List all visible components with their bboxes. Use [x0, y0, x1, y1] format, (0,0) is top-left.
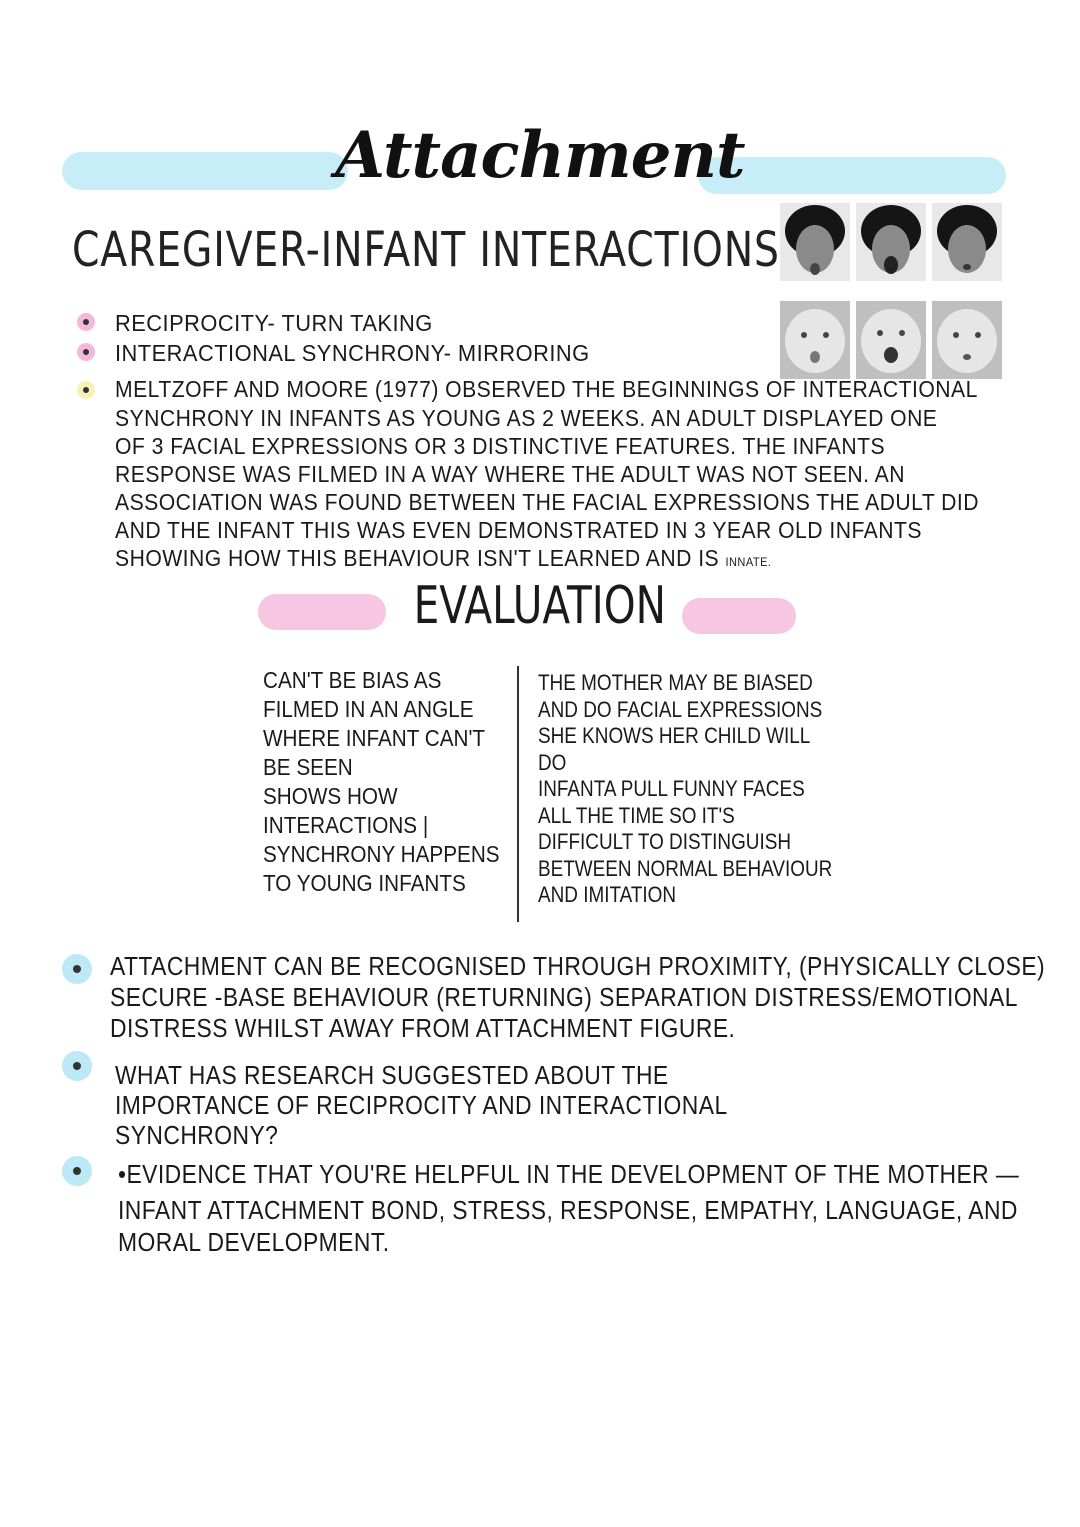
weakness-line: AND IMITATION	[538, 882, 677, 907]
strength-line: CAN'T BE BIAS AS	[263, 667, 442, 693]
weakness-line: SHE KNOWS HER CHILD WILL	[538, 723, 811, 748]
paragraph-line: MELTZOFF AND MOORE (1977) OBSERVED THE BEGINNINGS OF INTERACTIONAL	[115, 376, 978, 402]
bullet-line: •EVIDENCE THAT YOU'RE HELPFUL IN THE DEVELOPMENT OF THE MOTHER —	[118, 1159, 1020, 1189]
bullet-line: MORAL DEVELOPMENT.	[118, 1227, 390, 1257]
bullet-line: DISTRESS WHILST AWAY FROM ATTACHMENT FIGURE.	[110, 1013, 736, 1043]
weakness-line: DO	[538, 749, 567, 775]
strength-line: SHOWS HOW	[263, 783, 398, 809]
strength-line: WHERE INFANT CAN'T	[263, 725, 486, 751]
bullet-dot-yellow	[77, 381, 95, 399]
paragraph-line: SYNCHRONY IN INFANTS AS YOUNG AS 2 WEEKS. AN ADULT DISPLAYED ONE	[115, 405, 938, 431]
paragraph-line: AND THE INFANT THIS WAS EVEN DEMONSTRATED IN 3 YEAR OLD INFANTS	[115, 517, 922, 543]
weakness-line: THE MOTHER MAY BE BIASED	[538, 670, 813, 695]
bullet-reciprocity: RECIPROCITY- TURN TAKING	[115, 310, 433, 336]
adult-face-photo	[932, 203, 1002, 281]
bullet-line: INFANT ATTACHMENT BOND, STRESS, RESPONSE, EMPATHY, LANGUAGE, AND	[118, 1195, 1018, 1225]
bullet-dot-blue	[62, 954, 92, 984]
evaluation-heading	[0, 576, 1080, 636]
evaluation-weaknesses	[538, 670, 832, 909]
infant-face-photo	[780, 301, 850, 379]
paragraph-line: OF 3 FACIAL EXPRESSIONS OR 3 DISTINCTIVE FEATURES. THE INFANTS	[115, 433, 886, 459]
infant-face-photo	[856, 301, 926, 379]
weakness-line: ALL THE TIME SO IT'S	[538, 802, 735, 828]
bullet-line: ATTACHMENT CAN BE RECOGNISED THROUGH PROXIMITY, (PHYSICALLY CLOSE)	[110, 951, 1046, 981]
strength-line: BE SEEN	[263, 754, 353, 780]
bullet-dot-pink	[77, 313, 95, 331]
strength-line: SYNCHRONY HAPPENS	[263, 841, 500, 867]
paragraph-line: ASSOCIATION WAS FOUND BETWEEN THE FACIAL EXPRESSIONS THE ADULT DID	[115, 489, 979, 515]
section-heading: CAREGIVER-INFANT INTERACTIONS	[72, 222, 780, 278]
strength-line: FILMED IN AN ANGLE	[263, 696, 474, 722]
paragraph-line	[115, 545, 771, 572]
paragraph-line: RESPONSE WAS FILMED IN A WAY WHERE THE ADULT WAS NOT SEEN. AN	[115, 461, 905, 487]
infant-face-photo	[932, 301, 1002, 379]
evaluation-divider	[517, 666, 519, 922]
page-title: Attachment	[335, 118, 745, 193]
strength-line: INTERACTIONS |	[263, 812, 429, 838]
weakness-line: BETWEEN NORMAL BEHAVIOUR	[538, 855, 833, 881]
adult-face-photo	[780, 203, 850, 281]
evaluation-heading-text: EVALUATION	[413, 576, 667, 636]
paragraph-text: SHOWING HOW THIS BEHAVIOUR ISN'T LEARNED AND IS	[115, 545, 720, 571]
evaluation-strengths	[263, 666, 500, 898]
bullet-line: IMPORTANCE OF RECIPROCITY AND INTERACTIONAL	[115, 1090, 728, 1120]
bullet-dot-blue	[62, 1051, 92, 1081]
bullet-dot-blue	[62, 1156, 92, 1186]
bullet-line: WHAT HAS RESEARCH SUGGESTED ABOUT THE	[115, 1060, 669, 1090]
strength-line: TO YOUNG INFANTS	[263, 870, 466, 896]
weakness-line: DIFFICULT TO DISTINGUISH	[538, 829, 792, 854]
innate-word: INNATE.	[725, 555, 772, 569]
weakness-line: AND DO FACIAL EXPRESSIONS	[538, 696, 823, 722]
imitation-photo-grid	[780, 203, 1002, 379]
bullet-interactional-synchrony: INTERACTIONAL SYNCHRONY- MIRRORING	[115, 340, 590, 366]
bullet-line: SECURE -BASE BEHAVIOUR (RETURNING) SEPARATION DISTRESS/EMOTIONAL	[110, 982, 1018, 1012]
adult-face-photo	[856, 203, 926, 281]
bullet-line: SYNCHRONY?	[115, 1120, 279, 1150]
bullet-dot-pink	[77, 343, 95, 361]
weakness-line: INFANTA PULL FUNNY FACES	[538, 776, 805, 801]
